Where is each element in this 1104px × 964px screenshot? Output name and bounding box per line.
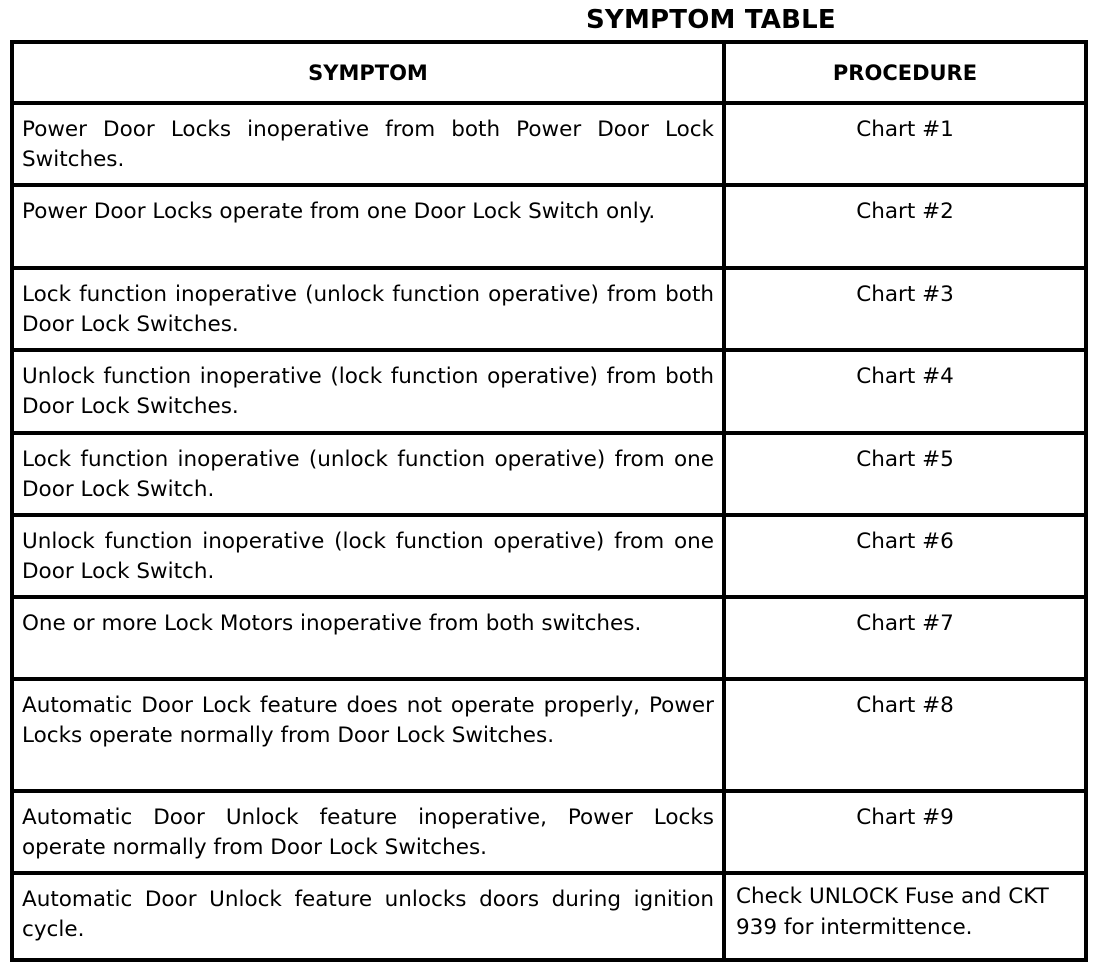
table-row [12,597,1086,679]
table-row [12,103,1086,185]
symptom-cell: Unlock function inoperative (lock function operative) from one Door Lock Switch. [12,515,724,597]
symptom-cell: Power Door Locks inoperative from both Power Door Lock Switches. [12,103,724,185]
table-title: SYMPTOM TABLE [586,5,836,35]
symptom-cell: Automatic Door Unlock feature unlocks doors during ignition cycle. [12,873,724,960]
table-row [12,433,1086,515]
symptom-cell: Automatic Door Lock feature does not operate properly, Power Locks operate normally from Door Lock Switches. [12,679,724,791]
symptom-cell: Lock function inoperative (unlock function operative) from both Door Lock Switches. [12,268,724,350]
table-row [12,350,1086,433]
table-row [12,268,1086,350]
procedure-cell: Chart #3 [724,268,1086,350]
symptom-cell: Unlock function inoperative (lock function operative) from both Door Lock Switches. [12,350,724,433]
procedure-cell: Check UNLOCK Fuse and CKT 939 for intermittence. [724,873,1086,960]
procedure-column-header: PROCEDURE [724,42,1086,103]
symptom-table [10,40,1088,962]
symptom-cell: Automatic Door Unlock feature inoperative, Power Locks operate normally from Door Lock Switches. [12,791,724,873]
table-row [12,873,1086,960]
table-row [12,679,1086,791]
symptom-cell: One or more Lock Motors inoperative from both switches. [12,597,724,679]
procedure-cell: Chart #4 [724,350,1086,433]
table-row [12,185,1086,268]
procedure-cell: Chart #5 [724,433,1086,515]
symptom-column-header: SYMPTOM [12,42,724,103]
procedure-cell: Chart #2 [724,185,1086,268]
symptom-cell: Lock function inoperative (unlock function operative) from one Door Lock Switch. [12,433,724,515]
procedure-cell: Chart #9 [724,791,1086,873]
header-row [12,42,1086,103]
procedure-cell: Chart #1 [724,103,1086,185]
table-row [12,791,1086,873]
procedure-cell: Chart #7 [724,597,1086,679]
procedure-cell: Chart #6 [724,515,1086,597]
procedure-cell: Chart #8 [724,679,1086,791]
symptom-cell: Power Door Locks operate from one Door Lock Switch only. [12,185,724,268]
table-row [12,515,1086,597]
